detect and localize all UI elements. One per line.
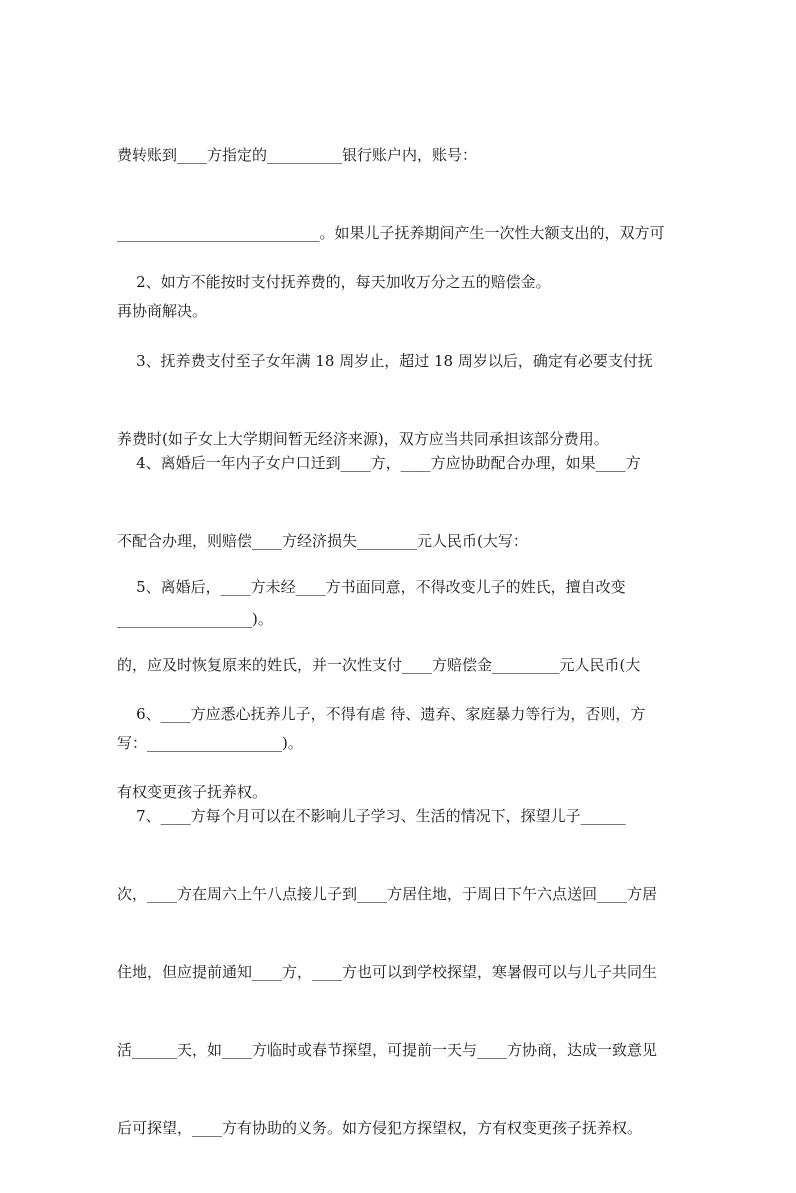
text-line: 不配合办理，则赔偿____方经济损失________元人民币(大写： bbox=[117, 532, 528, 550]
text-line: 养费时(如子女上大学期间暂无经济来源)，双方应当共同承担该部分费用。 bbox=[117, 430, 609, 448]
text-line: 有权变更孩子抚养权。 bbox=[117, 783, 268, 801]
text-line: 活______天，如____方临时或春节探望，可提前一天与____方协商，达成一致意见 bbox=[117, 1041, 658, 1059]
text-line: 7、____方每个月可以在不影响儿子学习、生活的情况下，探望儿子______ bbox=[117, 807, 626, 825]
text-line: 5、离婚后，____方未经____方书面同意，不得改变儿子的姓氏，擅自改变 bbox=[117, 578, 626, 596]
text-line: 次，____方在周六上午八点接儿子到____方居住地，于周日下午六点送回____方居 bbox=[117, 885, 658, 903]
text-line: 3、抚养费支付至子女年满 18 周岁止，超过 18 周岁以后，确定有必要支付抚 bbox=[117, 352, 653, 370]
text-line: 费转账到____方指定的__________银行账户内，账号： bbox=[117, 146, 478, 164]
text-line: __________________)。 bbox=[117, 610, 273, 628]
paragraph-clause-7 bbox=[117, 751, 682, 1193]
text-line: 再协商解决。 bbox=[117, 302, 208, 320]
text-line: 6、____方应悉心抚养儿子，不得有虐 待、遗弃、家庭暴力等行为，否则，方 bbox=[117, 705, 646, 723]
text-line: 2、如方不能按时支付抚养费的，每天加收万分之五的赔偿金。 bbox=[117, 273, 551, 291]
text-line: ___________________________。如果儿子抚养期间产生一次性大额支出的，双方可 bbox=[117, 224, 665, 242]
text-line: 写：__________________)。 bbox=[117, 734, 303, 752]
text-line: 后可探望，____方有协助的义务。如方侵犯方探望权，方有权变更孩子抚养权。 bbox=[117, 1119, 643, 1137]
text-line: 4、离婚后一年内子女户口迁到____方，____方应协助配合办理，如果____方 bbox=[117, 454, 641, 472]
text-line: 的，应及时恢复原来的姓氏，并一次性支付____方赔偿金_________元人民币(大 bbox=[117, 656, 641, 674]
text-line: 住地，但应提前通知____方，____方也可以到学校探望，寒暑假可以与儿子共同生 bbox=[117, 963, 658, 981]
